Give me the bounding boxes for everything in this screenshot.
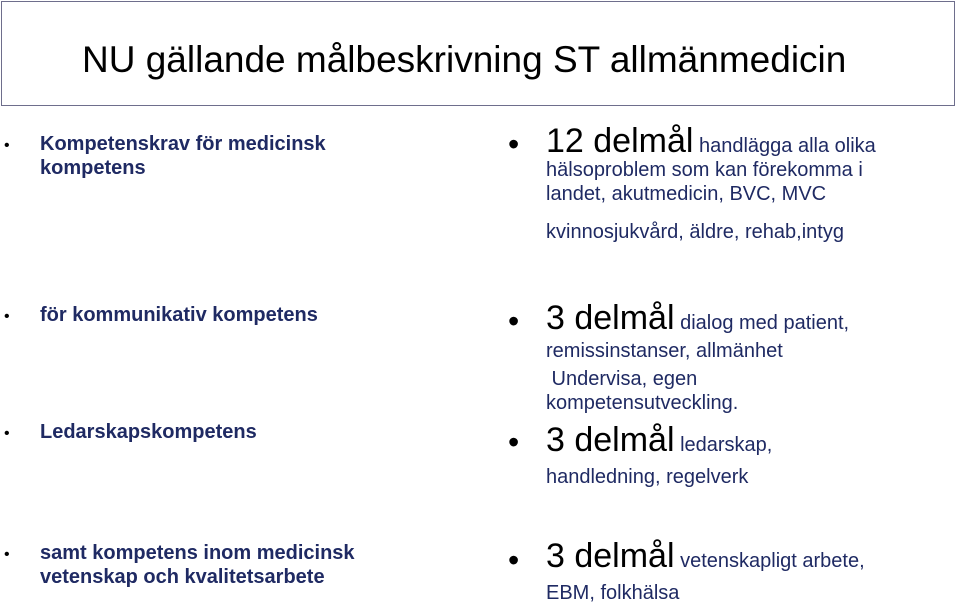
bullet: • bbox=[508, 542, 520, 578]
left-item-line: för kommunikativ kompetens bbox=[40, 304, 318, 326]
left-item-communicative-competence bbox=[40, 303, 318, 327]
goal-description-line: handledning, regelverk bbox=[546, 466, 749, 488]
bullet: • bbox=[4, 308, 10, 325]
goal-count: 12 delmål bbox=[546, 122, 694, 160]
left-item-line: samt kompetens inom medicinsk bbox=[40, 542, 355, 564]
right-item-12-goals bbox=[546, 123, 876, 244]
left-item-line: vetenskap och kvalitetsarbete bbox=[40, 566, 325, 588]
goal-description-line: kvinnosjukvård, äldre, rehab,intyg bbox=[546, 221, 844, 243]
goal-description: ledarskap, bbox=[674, 434, 773, 456]
right-item-communication-goals bbox=[546, 300, 849, 415]
goal-count: 3 delmål bbox=[546, 299, 675, 337]
bullet: • bbox=[4, 425, 10, 442]
left-item-leadership-competence bbox=[40, 420, 257, 444]
bullet: • bbox=[508, 303, 520, 339]
right-item-leadership-goals bbox=[546, 422, 772, 489]
goal-count: 3 delmål bbox=[546, 421, 675, 459]
left-item-scientific-competence bbox=[40, 541, 355, 589]
left-item-medical-competence bbox=[40, 132, 326, 180]
goal-description: dialog med patient, bbox=[674, 312, 850, 334]
goal-description-line: kompetensutveckling. bbox=[546, 392, 739, 414]
page-title: NU gällande målbeskrivning ST allmänmedicin bbox=[82, 39, 847, 80]
goal-description-line: Undervisa, egen bbox=[546, 368, 698, 390]
goal-description-line: hälsoproblem som kan förekomma i bbox=[546, 159, 863, 181]
left-item-line: Ledarskapskompetens bbox=[40, 421, 257, 443]
title-box bbox=[1, 1, 955, 106]
goal-count: 3 delmål bbox=[546, 537, 675, 575]
goal-description: vetenskapligt arbete, bbox=[674, 550, 865, 572]
right-item-scientific-goals bbox=[546, 538, 865, 605]
goal-description-line: remissinstanser, allmänhet bbox=[546, 340, 783, 362]
bullet: • bbox=[508, 126, 520, 162]
goal-description-line: landet, akutmedicin, BVC, MVC bbox=[546, 183, 827, 205]
bullet: • bbox=[4, 137, 10, 154]
goal-description: handlägga alla olika bbox=[693, 135, 876, 157]
bullet: • bbox=[4, 546, 10, 563]
left-item-line: Kompetenskrav för medicinsk bbox=[40, 133, 326, 155]
goal-description-line: EBM, folkhälsa bbox=[546, 582, 680, 604]
left-item-line: kompetens bbox=[40, 157, 146, 179]
bullet: • bbox=[508, 424, 520, 460]
